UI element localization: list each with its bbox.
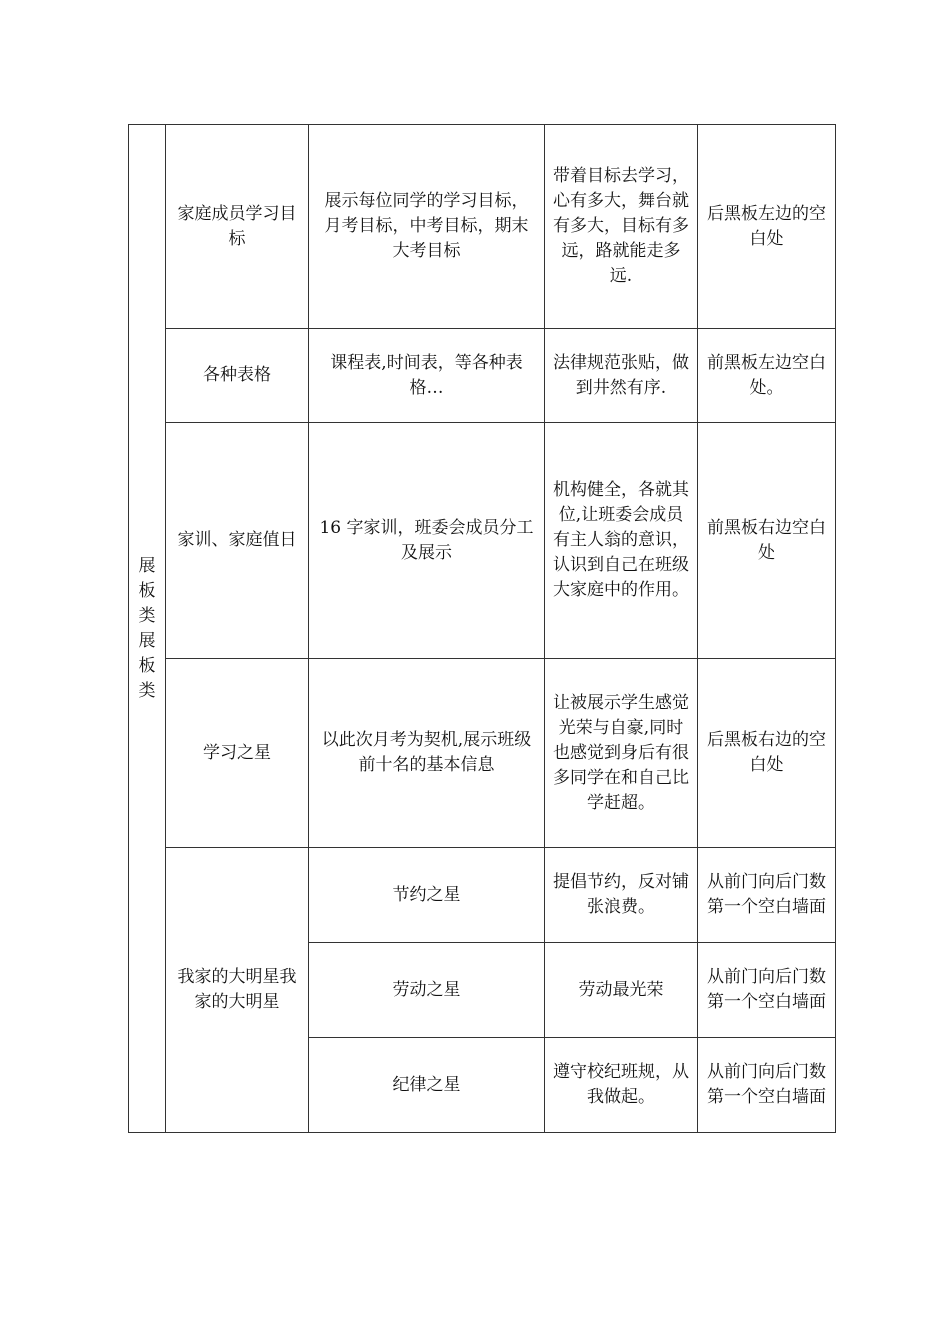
item-purpose: 机构健全，各就其位,让班委会成员有主人翁的意识，认识到自己在班级大家庭中的作用。	[545, 423, 698, 659]
star-purpose: 提倡节约，反对铺张浪费。	[545, 848, 698, 943]
item-location: 前黑板左边空白处。	[698, 329, 836, 423]
item-location: 前黑板右边空白处	[698, 423, 836, 659]
star-content: 纪律之星	[309, 1038, 545, 1133]
table-row	[129, 329, 836, 423]
star-location: 从前门向后门数第一个空白墙面	[698, 848, 836, 943]
item-content: 展示每位同学的学习目标，月考目标，中考目标，期末大考目标	[309, 125, 545, 329]
item-name: 家庭成员学习目标	[166, 125, 309, 329]
item-content: 课程表,时间表，等各种表格…	[309, 329, 545, 423]
star-purpose: 遵守校纪班规，从我做起。	[545, 1038, 698, 1133]
star-purpose: 劳动最光荣	[545, 943, 698, 1038]
item-name: 学习之星	[166, 659, 309, 848]
item-purpose: 法律规范张贴，做到井然有序.	[545, 329, 698, 423]
table-row	[129, 659, 836, 848]
stars-group-name: 我家的大明星我家的大明星	[166, 848, 309, 1133]
display-board-table	[128, 124, 836, 1133]
item-name: 各种表格	[166, 329, 309, 423]
table-row	[129, 125, 836, 329]
item-location: 后黑板左边的空白处	[698, 125, 836, 329]
item-location: 后黑板右边的空白处	[698, 659, 836, 848]
star-location: 从前门向后门数第一个空白墙面	[698, 1038, 836, 1133]
star-content: 劳动之星	[309, 943, 545, 1038]
item-content: 16 字家训，班委会成员分工及展示	[309, 423, 545, 659]
item-purpose: 带着目标去学习，心有多大，舞台就有多大，目标有多远，路就能走多远.	[545, 125, 698, 329]
star-content: 节约之星	[309, 848, 545, 943]
item-name: 家训、家庭值日	[166, 423, 309, 659]
table-row	[129, 848, 836, 943]
item-content: 以此次月考为契机,展示班级前十名的基本信息	[309, 659, 545, 848]
item-purpose: 让被展示学生感觉光荣与自豪,同时也感觉到身后有很多同学在和自己比学赶超。	[545, 659, 698, 848]
category-cell	[129, 125, 166, 1133]
category-label: 展板类展板类	[138, 555, 156, 701]
star-location: 从前门向后门数第一个空白墙面	[698, 943, 836, 1038]
table-row	[129, 423, 836, 659]
